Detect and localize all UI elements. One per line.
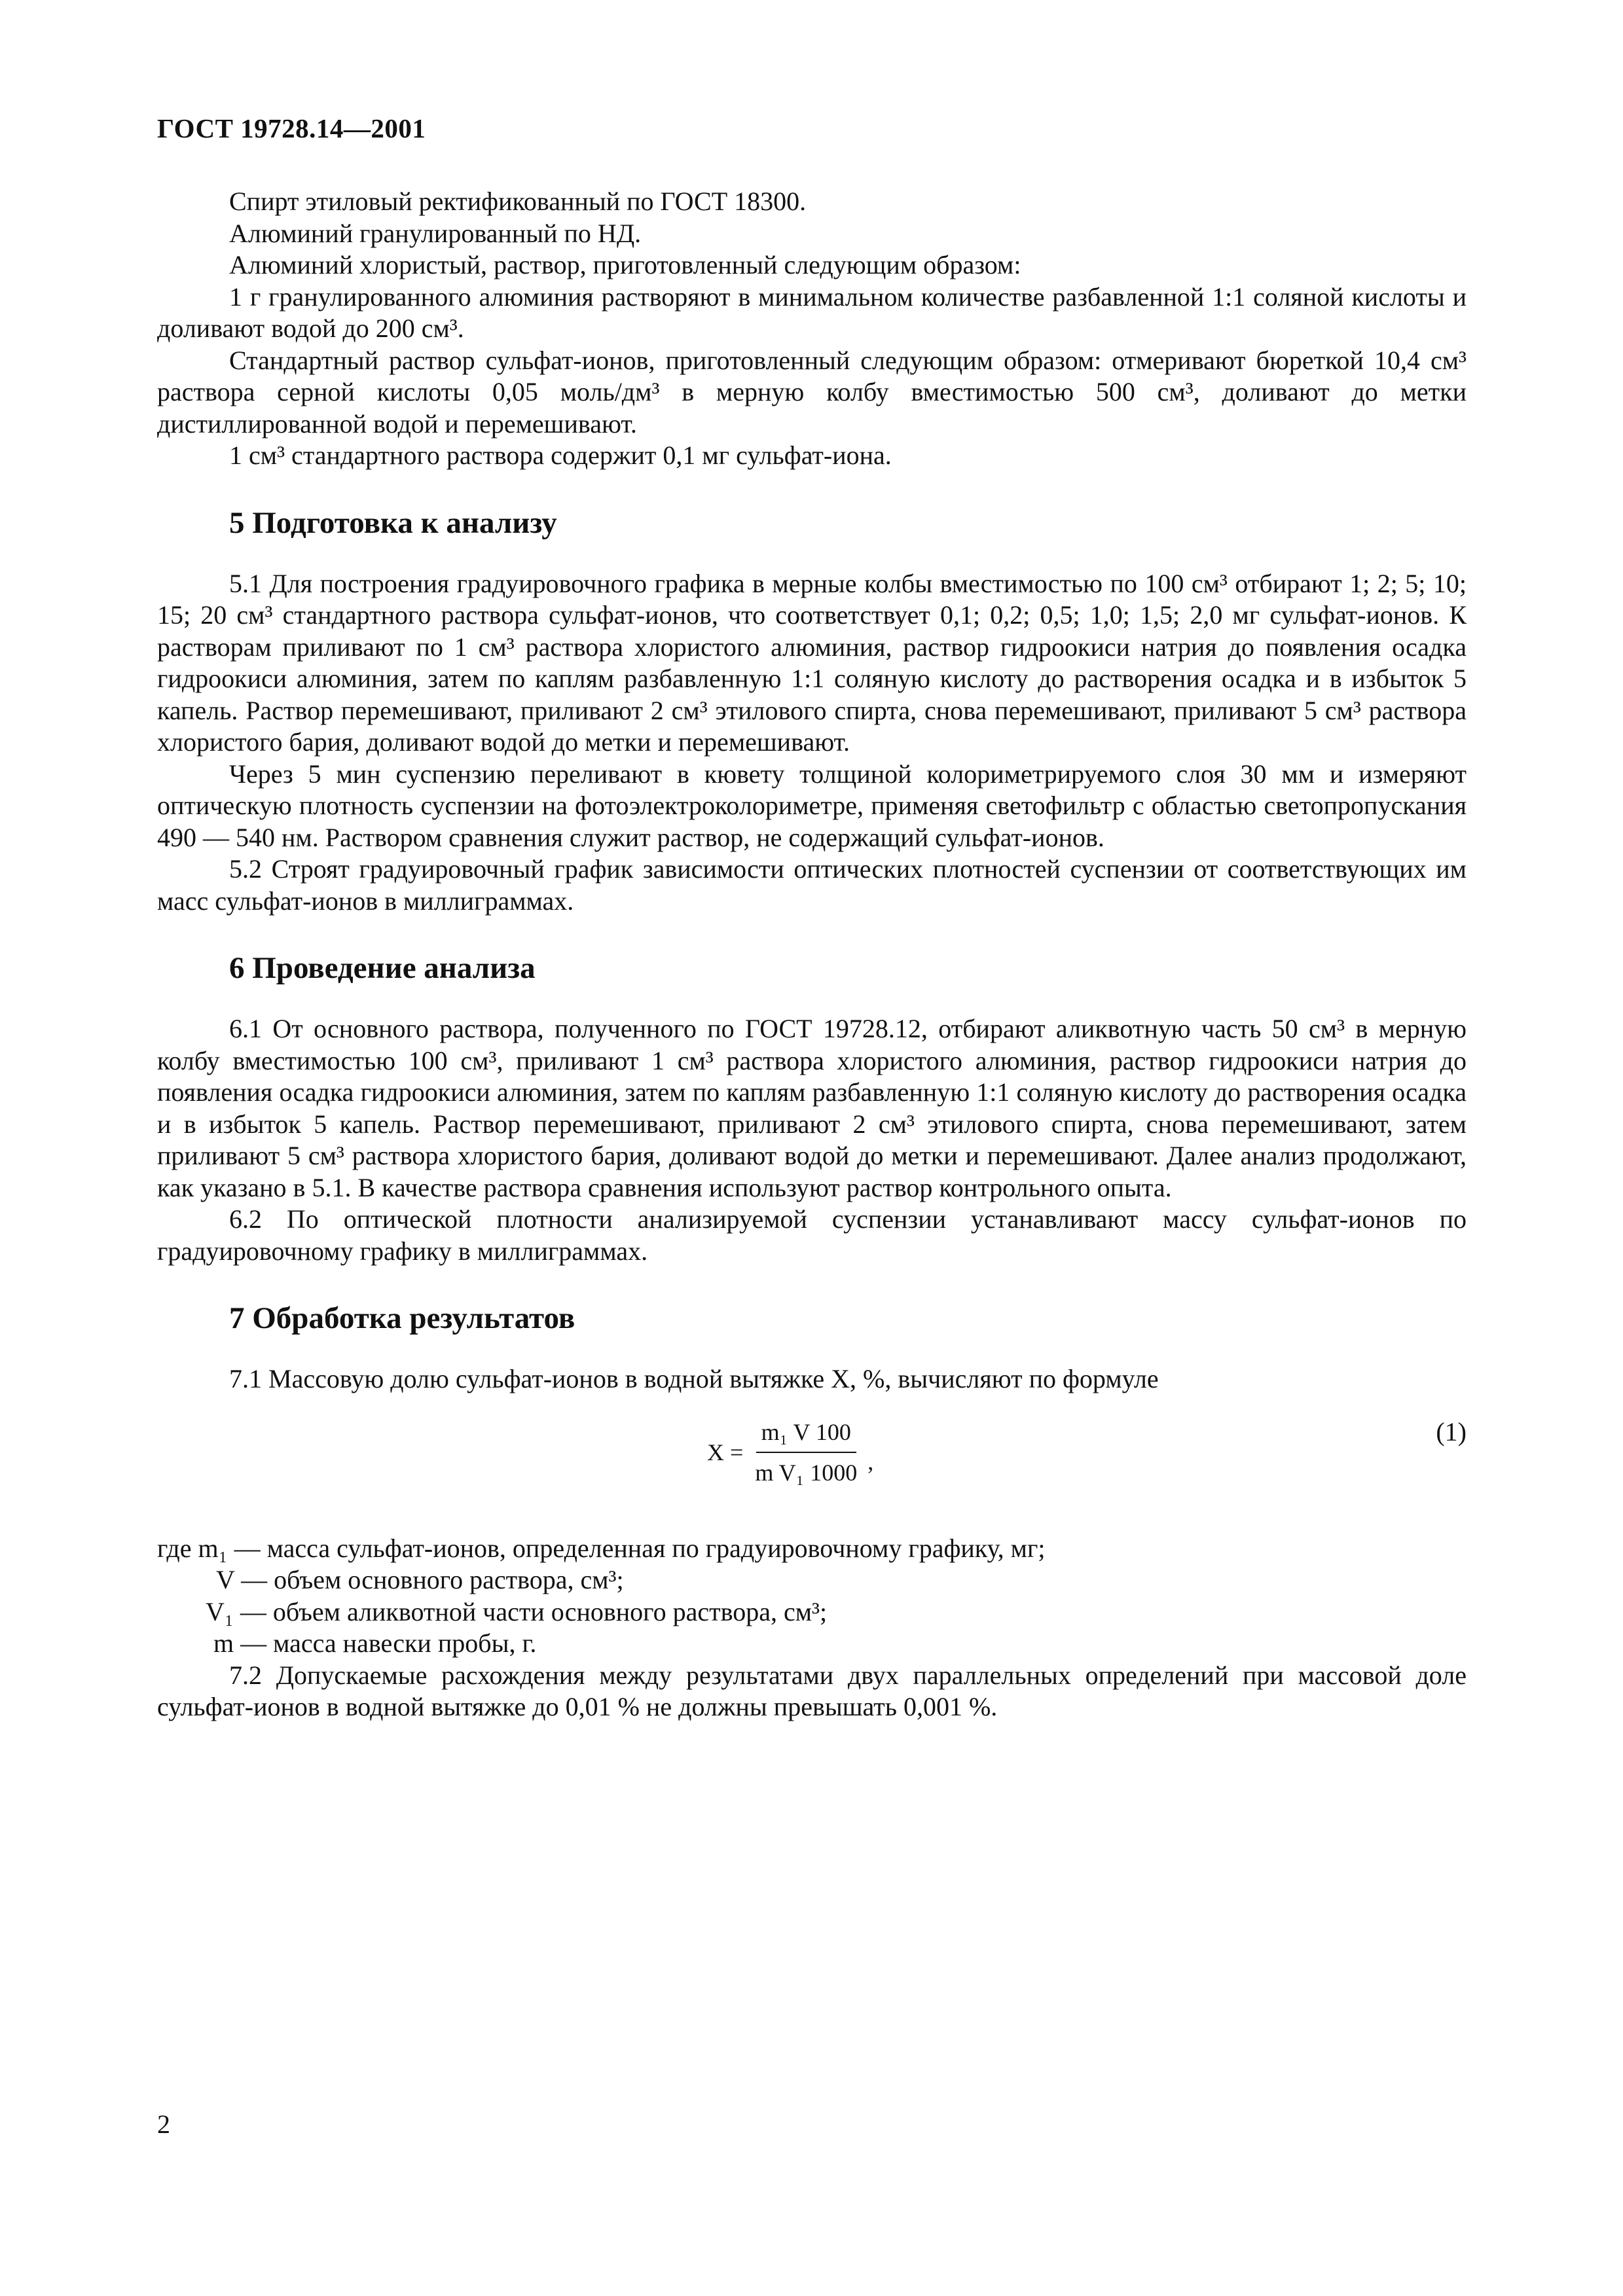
aluminium-chloride-preparation: 1 г гранулированного алюминия растворяют в минимальном количестве разбавленной 1:1 соляной кислоты и доливают водой до 200 см³. <box>157 281 1467 343</box>
formula-block <box>157 1416 1467 1508</box>
definition-V1: V₁ — объем аликвотной части основного раствора, см³; <box>206 1596 828 1626</box>
formula-denominator: m V₁ 1000 <box>755 1460 858 1486</box>
page-number: 2 <box>157 2109 170 2139</box>
formula-fraction <box>750 1416 862 1489</box>
formula-trailing-comma: , <box>867 1448 874 1475</box>
equation-number: (1) <box>1436 1416 1467 1446</box>
sulfate-standard-preparation: Стандартный раствор сульфат-ионов, приготовленный следующим образом: отмеривают бюреткой 10,4 см³ раствора серной кислоты 0,05 моль/дм³ в мерную колбу вместимостью 500 см³, доливают до метки дистиллированной водой и перемешивают. <box>157 345 1467 439</box>
definition-V: V — объем основного раствора, см³; <box>216 1565 624 1594</box>
formula-numerator: m₁ V 100 <box>756 1416 856 1454</box>
clause-6-2: 6.2 По оптической плотности анализируемой суспензии устанавливают массу сульфат-ионов по градуировочному графику в миллиграммах. <box>157 1204 1467 1266</box>
section-7-heading: 7 Обработка результатов <box>229 1301 575 1335</box>
definition-m1: где m₁ — масса сульфат-ионов, определенная по градуировочному графику, мг; <box>157 1533 1046 1563</box>
clause-5-1-continued: Через 5 мин суспензию переливают в кювету толщиной колориметрируемого слоя 30 мм и измеряют оптическую плотность суспензии на фотоэлектроколориметре, применяя светофильтр с областью светопропускания 490 — 540 нм. Раствором сравнения служит раствор, не содержащий сульфат-ионов. <box>157 759 1467 852</box>
definition-m: m — масса навески пробы, г. <box>213 1628 537 1658</box>
clause-7-2: 7.2 Допускаемые расхождения между результатами двух параллельных определений при массовой доле сульфат-ионов в водной вытяжке до 0,01 % не должны превышать 0,001 %. <box>157 1660 1467 1721</box>
section-5-heading: 5 Подготовка к анализу <box>229 505 557 540</box>
standard-code-header: ГОСТ 19728.14—2001 <box>157 113 426 143</box>
sulfate-standard-content: 1 см³ стандартного раствора содержит 0,1 мг сульфат-иона. <box>229 440 892 470</box>
formula-lhs: X = <box>707 1439 744 1465</box>
clause-5-1: 5.1 Для построения градуировочного графика в мерные колбы вместимостью по 100 см³ отбирают 1; 2; 5; 10; 15; 20 см³ стандартного раствора сульфат-ионов, что соответствует 0,1; 0,2; 0,5; 1,0; 1,5; 2,0 мг сульфат-ионов. К растворам приливают по 1 см³ раствора хлористого алюминия, раствор гидроокиси натрия до появления осадка гидроокиси алюминия, затем по каплям разбавленную 1:1 соляную кислоту до растворения осадка и в избыток 5 капель. Раствор перемешивают, приливают 2 см³ этилового спирта, снова перемешивают, приливают 5 см³ раствора хлористого бария, доливают водой до метки и перемешивают. <box>157 568 1467 757</box>
document-body <box>157 186 1467 1723</box>
section-6-heading: 6 Проведение анализа <box>229 951 536 985</box>
variable-definitions <box>157 1533 1467 1660</box>
reagent-aluminium: Алюминий гранулированный по НД. <box>229 218 642 248</box>
clause-5-2: 5.2 Строят градуировочный график зависимости оптических плотностей суспензии от соответствующих им масс сульфат-ионов в миллиграммах. <box>157 854 1467 916</box>
clause-6-1: 6.1 От основного раствора, полученного по ГОСТ 19728.12, отбирают аликвотную часть 50 см³ в мерную колбу вместимостью 100 см³, приливают 1 см³ раствора хлористого алюминия, раствор гидроокиси натрия до появления осадка гидроокиси алюминия, затем по каплям разбавленную 1:1 соляную кислоту до растворения осадка и в избыток 5 капель. Раствор перемешивают, приливают 2 см³ этилового спирта, снова перемешивают, затем приливают 5 см³ раствора хлористого бария, доливают водой до метки и перемешивают. Далее анализ продолжают, как указано в 5.1. В качестве раствора сравнения используют раствор контрольного опыта. <box>157 1014 1467 1202</box>
formula <box>707 1416 873 1489</box>
reagent-aluminium-chloride: Алюминий хлористый, раствор, приготовленный следующим образом: <box>229 250 1021 279</box>
reagent-ethanol: Спирт этиловый ректификованный по ГОСТ 18300. <box>229 187 807 216</box>
clause-7-1: 7.1 Массовую долю сульфат-ионов в водной вытяжке X, %, вычисляют по формуле <box>229 1364 1159 1393</box>
